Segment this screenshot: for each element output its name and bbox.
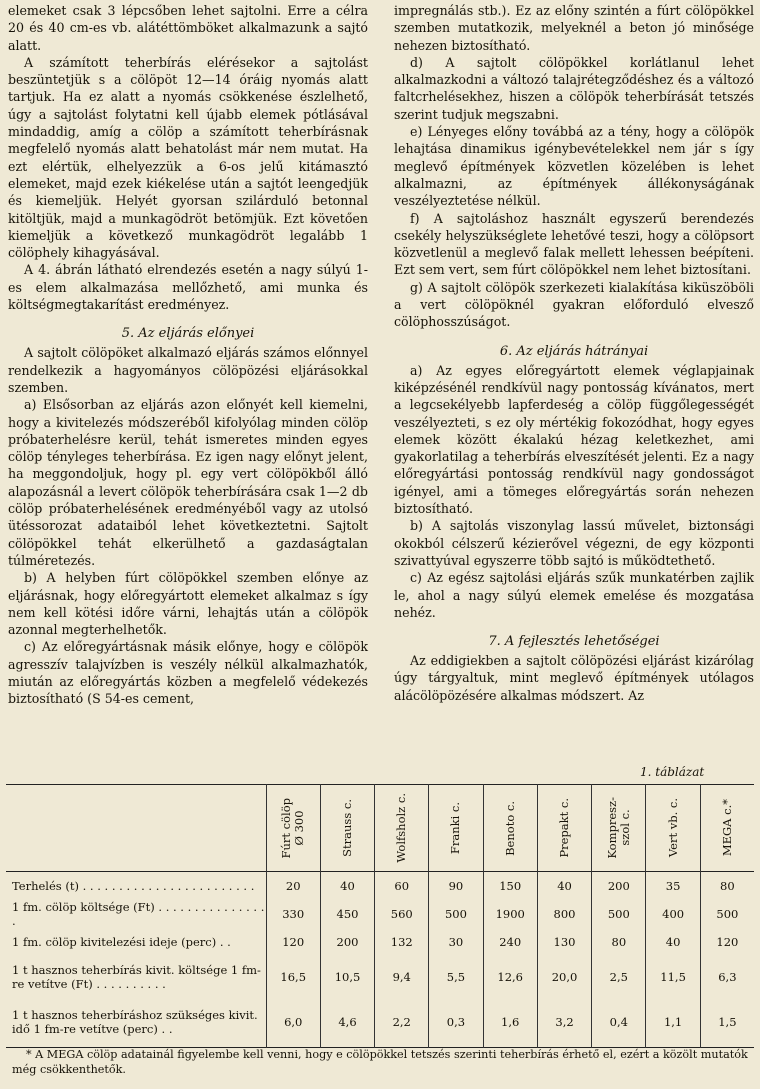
table-cell: 1,5 bbox=[700, 998, 754, 1048]
table-cell: 0,3 bbox=[429, 998, 483, 1048]
column-header-label: Prepakt c. bbox=[557, 798, 572, 858]
table-cell: 132 bbox=[375, 928, 429, 956]
table-cell: 9,4 bbox=[375, 956, 429, 998]
table-cell: 500 bbox=[700, 900, 754, 928]
row-label: 1 t hasznos teherbírás kivit. költsége 1 fm-re vetítve (Ft) . . . . . . . . . . bbox=[12, 962, 261, 991]
table-cell: 200 bbox=[320, 928, 374, 956]
table-cell: 0,4 bbox=[592, 998, 646, 1048]
table-cell: 2,2 bbox=[375, 998, 429, 1048]
paragraph: g) A sajtolt cölöpök szerkezeti kialakítása kiküszöböli a vert cölöpöknél gyakran előforduló elvesző cölöphosszúságot. bbox=[394, 279, 754, 330]
table-cell: 560 bbox=[375, 900, 429, 928]
table-cell: 40 bbox=[537, 872, 591, 900]
table-cell: 5,5 bbox=[429, 956, 483, 998]
table-cell: 40 bbox=[320, 872, 374, 900]
table-cell: 500 bbox=[592, 900, 646, 928]
column-header bbox=[266, 785, 320, 872]
left-column bbox=[8, 2, 368, 708]
paragraph: c) Az előregyártásnak másik előnye, hogy e cölöpök agresszív talajvízben is veszély nélkül alkalmazhatók, miután az előregyártás közben a megfelelő védekezés biztosítható (S 54-es cement, bbox=[8, 639, 368, 707]
paragraph: a) Az egyes előregyártott elemek véglapjainak kiképzésénél rendkívül nagy pontosság kívánatos, mert a legcsekélyebb lapferdeség a cölöp függőlegességét veszélyezteti, s ez oly mértékig fokozódhat, hogy egyes elemek között ékalakú hézag keletkezhet, ami gyakorlatilag a teherbírás elveszítését jelenti. Ez a nagy előregyártási pontosság rendkívül nagy gondosságot igényel, ami a tömeges előregyártás során nehezen biztosítható. bbox=[394, 362, 754, 517]
table-cell: 240 bbox=[483, 928, 537, 956]
table-row bbox=[6, 872, 754, 900]
table-cell: 130 bbox=[537, 928, 591, 956]
column-header-label: Wolfsholz c. bbox=[394, 793, 409, 863]
paragraph: d) A sajtolt cölöpökkel korlátlanul lehet alkalmazkodni a változó talajrétegződéshez és a változó faltcrhelésekhez, hiszen a cölöpök teherbírását tetszés szerint tudjuk megszabni. bbox=[394, 54, 754, 122]
row-label: 1 t hasznos teherbíráshoz szükséges kivit. idő 1 fm-re vetítve (perc) . . bbox=[12, 1008, 258, 1037]
table-caption: 1. táblázat bbox=[640, 765, 705, 779]
table-cell: 800 bbox=[537, 900, 591, 928]
table-cell: 80 bbox=[592, 928, 646, 956]
section-heading: 6. Az eljárás hátrányai bbox=[499, 343, 649, 359]
table-cell: 40 bbox=[646, 928, 700, 956]
text-columns bbox=[8, 2, 754, 708]
column-header bbox=[320, 785, 374, 872]
table-cell: 450 bbox=[320, 900, 374, 928]
paragraph: A sajtolt cölöpöket alkalmazó eljárás számos előnnyel rendelkezik a hagyományos cölöpözési eljárásokkal szemben. bbox=[8, 345, 368, 395]
paragraph: A számított teherbírás elérésekor a sajtolást beszüntetjük s a cölöpöt 12—14 óráig nyomás alatt tartjuk. Ha ez alatt a nyomás csökkenése észlelhető, úgy a sajtolást folytatni kell újabb elemek pótlásával mindaddig, amíg a cölöp a számított teherbírásnak megfelelő nyomás alatt behatolást már nem mutat. Ha ezt elértük, elhelyezzük a 6-os jelű kitámasztó elemeket, majd ezek kiékelése után a sajtót leengedjük és kiemeljük. Helyét gyorsan szilárduló betonnal kitöltjük, majd a munkagödröt betömjük. Ezt követően kiemeljük a következő munkagödröt legalább 1 cölöphely kihagyásával. bbox=[8, 54, 368, 261]
table-body bbox=[6, 872, 754, 1048]
table-cell: 2,5 bbox=[592, 956, 646, 998]
paragraph: c) Az egész sajtolási eljárás szűk munkatérben zajlik le, ahol a nagy súlyú elemek emelése és mozgatása nehéz. bbox=[394, 570, 754, 620]
paragraph: Az eddigiekben a sajtolt cölöpözési eljárást kizárólag úgy tárgyaltuk, mint meglevő építmények utólagos alácölöpözésére alkalmas módszert. Az bbox=[394, 653, 754, 703]
table-cell: 16,5 bbox=[266, 956, 320, 998]
table-cell: 20 bbox=[266, 872, 320, 900]
table-cell: 6,0 bbox=[266, 998, 320, 1048]
section-heading: 7. A fejlesztés lehetőségei bbox=[488, 634, 660, 650]
table-cell: 3,2 bbox=[537, 998, 591, 1048]
table-cell: 1,1 bbox=[646, 998, 700, 1048]
table-cell: 90 bbox=[429, 872, 483, 900]
table-cell: 20,0 bbox=[537, 956, 591, 998]
paragraph: elemeket csak 3 lépcsőben lehet sajtolni. Erre a célra 20 és 40 cm-es vb. alátéttömböket alkalmazunk a sajtó alatt. bbox=[8, 3, 368, 53]
column-header bbox=[700, 785, 754, 872]
column-header-label: Fúrt cölöp Ø 300 bbox=[279, 797, 307, 859]
table-cell: 1,6 bbox=[483, 998, 537, 1048]
column-header bbox=[537, 785, 591, 872]
column-header bbox=[646, 785, 700, 872]
table-cell: 60 bbox=[375, 872, 429, 900]
paragraph: e) Lényeges előny továbbá az a tény, hogy a cölöpök lehajtása dinamikus igénybevételekkel nem jár s így meglevő építmények közvetlen közelében is lehet alkalmazni, az építmények állékonyságának veszélyeztetése nélkül. bbox=[394, 124, 754, 209]
comparison-table bbox=[6, 784, 754, 1048]
paragraph: impregnálás stb.). Ez az előny szintén a fúrt cölöpökkel szemben mutatkozik, melyeknél a beton jó minősége nehezen biztosítható. bbox=[394, 3, 754, 53]
column-header bbox=[483, 785, 537, 872]
header-blank bbox=[6, 785, 266, 872]
table-row bbox=[6, 900, 754, 928]
column-header-label: Kompresz- szol c. bbox=[604, 797, 632, 859]
row-label: 1 fm. cölöp költsége (Ft) . . . . . . . . . . . . . . . . bbox=[12, 899, 265, 928]
table-cell: 10,5 bbox=[320, 956, 374, 998]
column-header bbox=[592, 785, 646, 872]
row-label: 1 fm. cölöp kivitelezési ideje (perc) . . bbox=[12, 934, 231, 949]
column-header-label: Strauss c. bbox=[340, 799, 354, 857]
table-cell: 1900 bbox=[483, 900, 537, 928]
row-label: Terhelés (t) . . . . . . . . . . . . . . . . . . . . . . . . bbox=[12, 878, 255, 893]
table-row bbox=[6, 928, 754, 956]
section-heading: 5. Az eljárás előnyei bbox=[121, 326, 255, 342]
column-header-label: Benoto c. bbox=[502, 800, 517, 856]
table-cell: 120 bbox=[700, 928, 754, 956]
table-row bbox=[6, 998, 754, 1048]
column-header-label: Vert vb. c. bbox=[665, 798, 680, 858]
table-row bbox=[6, 956, 754, 998]
table-header-row bbox=[6, 785, 754, 872]
table-cell: 330 bbox=[266, 900, 320, 928]
paragraph: f) A sajtoláshoz használt egyszerű berendezés csekély helyszükséglete lehetővé teszi, hogy a cölöpsort közvetlenül a meglevő falak mellett lehessen beépíteni. Ezt sem vert, sem fúrt cölöpökkel nem lehet biztosítani. bbox=[394, 210, 754, 278]
table-cell: 6,3 bbox=[700, 956, 754, 998]
table-cell: 120 bbox=[266, 928, 320, 956]
paragraph: a) Elsősorban az eljárás azon előnyét kell kiemelni, hogy a kivitelezés módszeréből kifolyólag minden cölöp próbaterhelésre kerül, tehát ismeretes minden egyes cölöp tényleges teherbírása. Ez igen nagy előnyt jelent, ha meggondoljuk, hogy pl. egy vert cölöpökből álló alapozásnál a levert cölöpök teherbírására csak 1—2 db cölöp próbaterhelésének eredményéből vagy az utolsó ütéssorozat adataiból lehet következtetni. Sajtolt cölöpökkel tehát elkerülhető a gazdaságtalan túlméretezés. bbox=[8, 397, 368, 568]
table-cell: 35 bbox=[646, 872, 700, 900]
table-cell: 12,6 bbox=[483, 956, 537, 998]
paragraph: b) A helyben fúrt cölöpökkel szemben előnye az eljárásnak, hogy előregyártott elemeket alkalmaz s így nem kell kötési időre várni, lehajtás után a cölöpök azonnal megterhelhetők. bbox=[8, 570, 368, 638]
table-cell: 200 bbox=[592, 872, 646, 900]
column-header bbox=[429, 785, 483, 872]
column-header-label: MEGA c.* bbox=[719, 799, 734, 857]
table-cell: 30 bbox=[429, 928, 483, 956]
table-cell: 11,5 bbox=[646, 956, 700, 998]
table-cell: 500 bbox=[429, 900, 483, 928]
paragraph: A 4. ábrán látható elrendezés esetén a nagy súlyú 1-es elem alkalmazása mellőzhető, ami munka és költségmegtakarítást eredményez. bbox=[8, 262, 368, 313]
table-cell: 400 bbox=[646, 900, 700, 928]
paragraph: b) A sajtolás viszonylag lassú művelet, biztonsági okokból célszerű kézierővel végezni, de egy központi szivattyúval egyszerre több sajtó is működtethető. bbox=[394, 518, 754, 568]
table-cell: 150 bbox=[483, 872, 537, 900]
column-header-label: Franki c. bbox=[448, 801, 463, 855]
table-cell: 4,6 bbox=[320, 998, 374, 1048]
column-header bbox=[375, 785, 429, 872]
table-footnote: * A MEGA cölöp adatainál figyelembe kell venni, hogy e cölöpökkel tetszés szerinti teherbírás érhető el, ezért a közölt mutatók még csökkenthetők. bbox=[12, 1048, 748, 1076]
table-cell: 80 bbox=[700, 872, 754, 900]
right-column bbox=[394, 2, 754, 708]
